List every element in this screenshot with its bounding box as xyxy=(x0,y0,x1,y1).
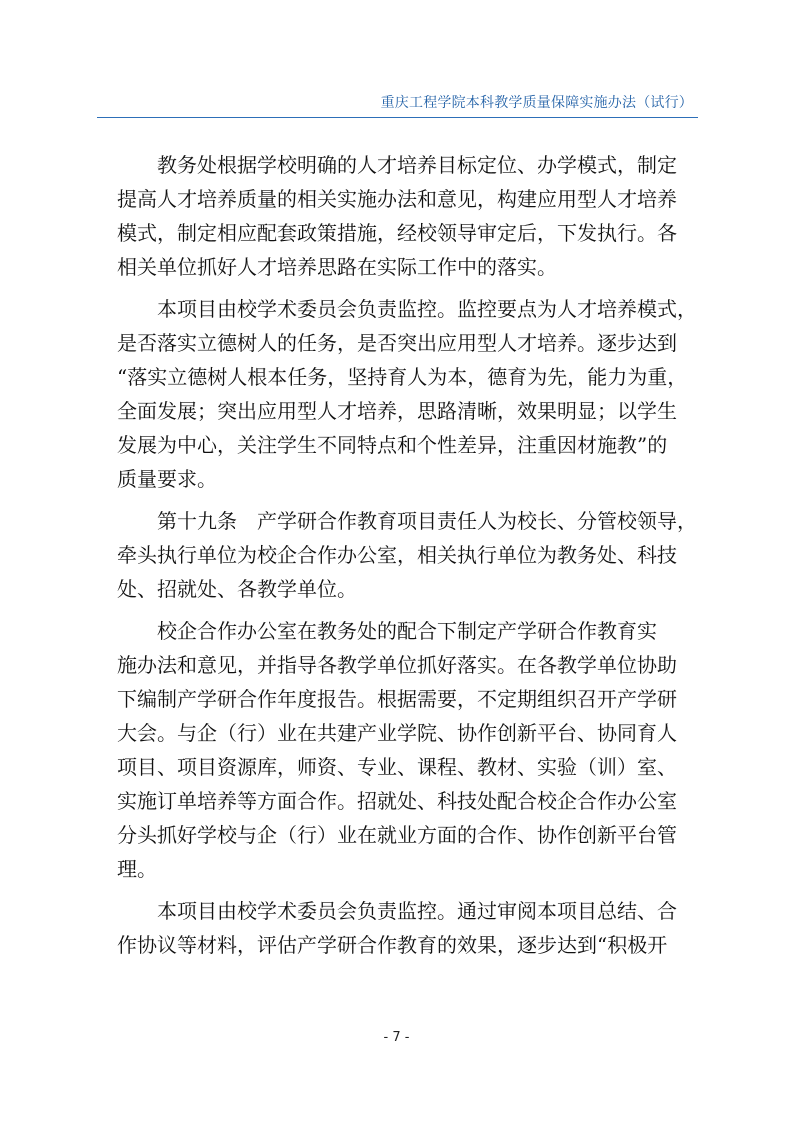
text-line: 理。 xyxy=(117,857,157,881)
document-body xyxy=(117,148,711,962)
text-line: 大会。与企（行）业在共建产业学院、协作创新平台、协同育人 xyxy=(117,721,677,745)
paragraph xyxy=(117,894,711,962)
text-line: 提高人才培养质量的相关实施办法和意见，构建应用型人才培养 xyxy=(117,187,677,211)
text-line: 分头抓好学校与企（行）业在就业方面的合作、协作创新平台管 xyxy=(117,823,677,847)
text-line: 项目、项目资源库，师资、专业、课程、教材、实验（训）室、 xyxy=(117,755,677,779)
text-line: 牵头执行单位为校企合作办公室，相关执行单位为教务处、科技 xyxy=(117,543,677,567)
paragraph xyxy=(117,614,711,886)
text-line: 全面发展；突出应用型人才培养，思路清晰，效果明显；以学生 xyxy=(117,399,677,423)
text-line: 校企合作办公室在教务处的配合下制定产学研合作教育实 xyxy=(157,619,657,643)
text-line: 处、招就处、各教学单位。 xyxy=(117,577,357,601)
paragraph xyxy=(117,148,711,284)
paragraph xyxy=(117,292,711,496)
text-line: 发展为中心，关注学生不同特点和个性差异，注重因材施教”的 xyxy=(117,433,668,457)
running-header-title: 重庆工程学院本科教学质量保障实施办法（试行） xyxy=(380,95,693,111)
text-line: 模式，制定相应配套政策措施，经校领导审定后，下发执行。各 xyxy=(117,221,677,245)
text-line: 作协议等材料，评估产学研合作教育的效果，逐步达到“积极开 xyxy=(117,933,668,957)
text-line: 教务处根据学校明确的人才培养目标定位、办学模式，制定 xyxy=(157,153,677,177)
header-divider xyxy=(97,117,698,118)
paragraph xyxy=(117,504,711,606)
text-line: 下编制产学研合作年度报告。根据需要，不定期组织召开产学研 xyxy=(117,687,677,711)
text-line: 实施订单培养等方面合作。招就处、科技处配合校企合作办公室 xyxy=(117,789,677,813)
text-line: 本项目由校学术委员会负责监控。监控要点为人才培养模式， xyxy=(157,297,697,321)
article-heading-line: 第十九条 产学研合作教育项目责任人为校长、分管校领导， xyxy=(157,509,697,533)
text-line: 是否落实立德树人的任务，是否突出应用型人才培养。逐步达到 xyxy=(117,331,677,355)
text-line: 本项目由校学术委员会负责监控。通过审阅本项目总结、合 xyxy=(157,899,677,923)
text-line: 质量要求。 xyxy=(117,467,217,491)
text-line: 施办法和意见，并指导各教学单位抓好落实。在各教学单位协助 xyxy=(117,653,677,677)
text-line: “落实立德树人根本任务，坚持育人为本，德育为先，能力为重， xyxy=(117,365,688,389)
page-number: - 7 - xyxy=(383,1030,410,1045)
text-line: 相关单位抓好人才培养思路在实际工作中的落实。 xyxy=(117,255,557,279)
